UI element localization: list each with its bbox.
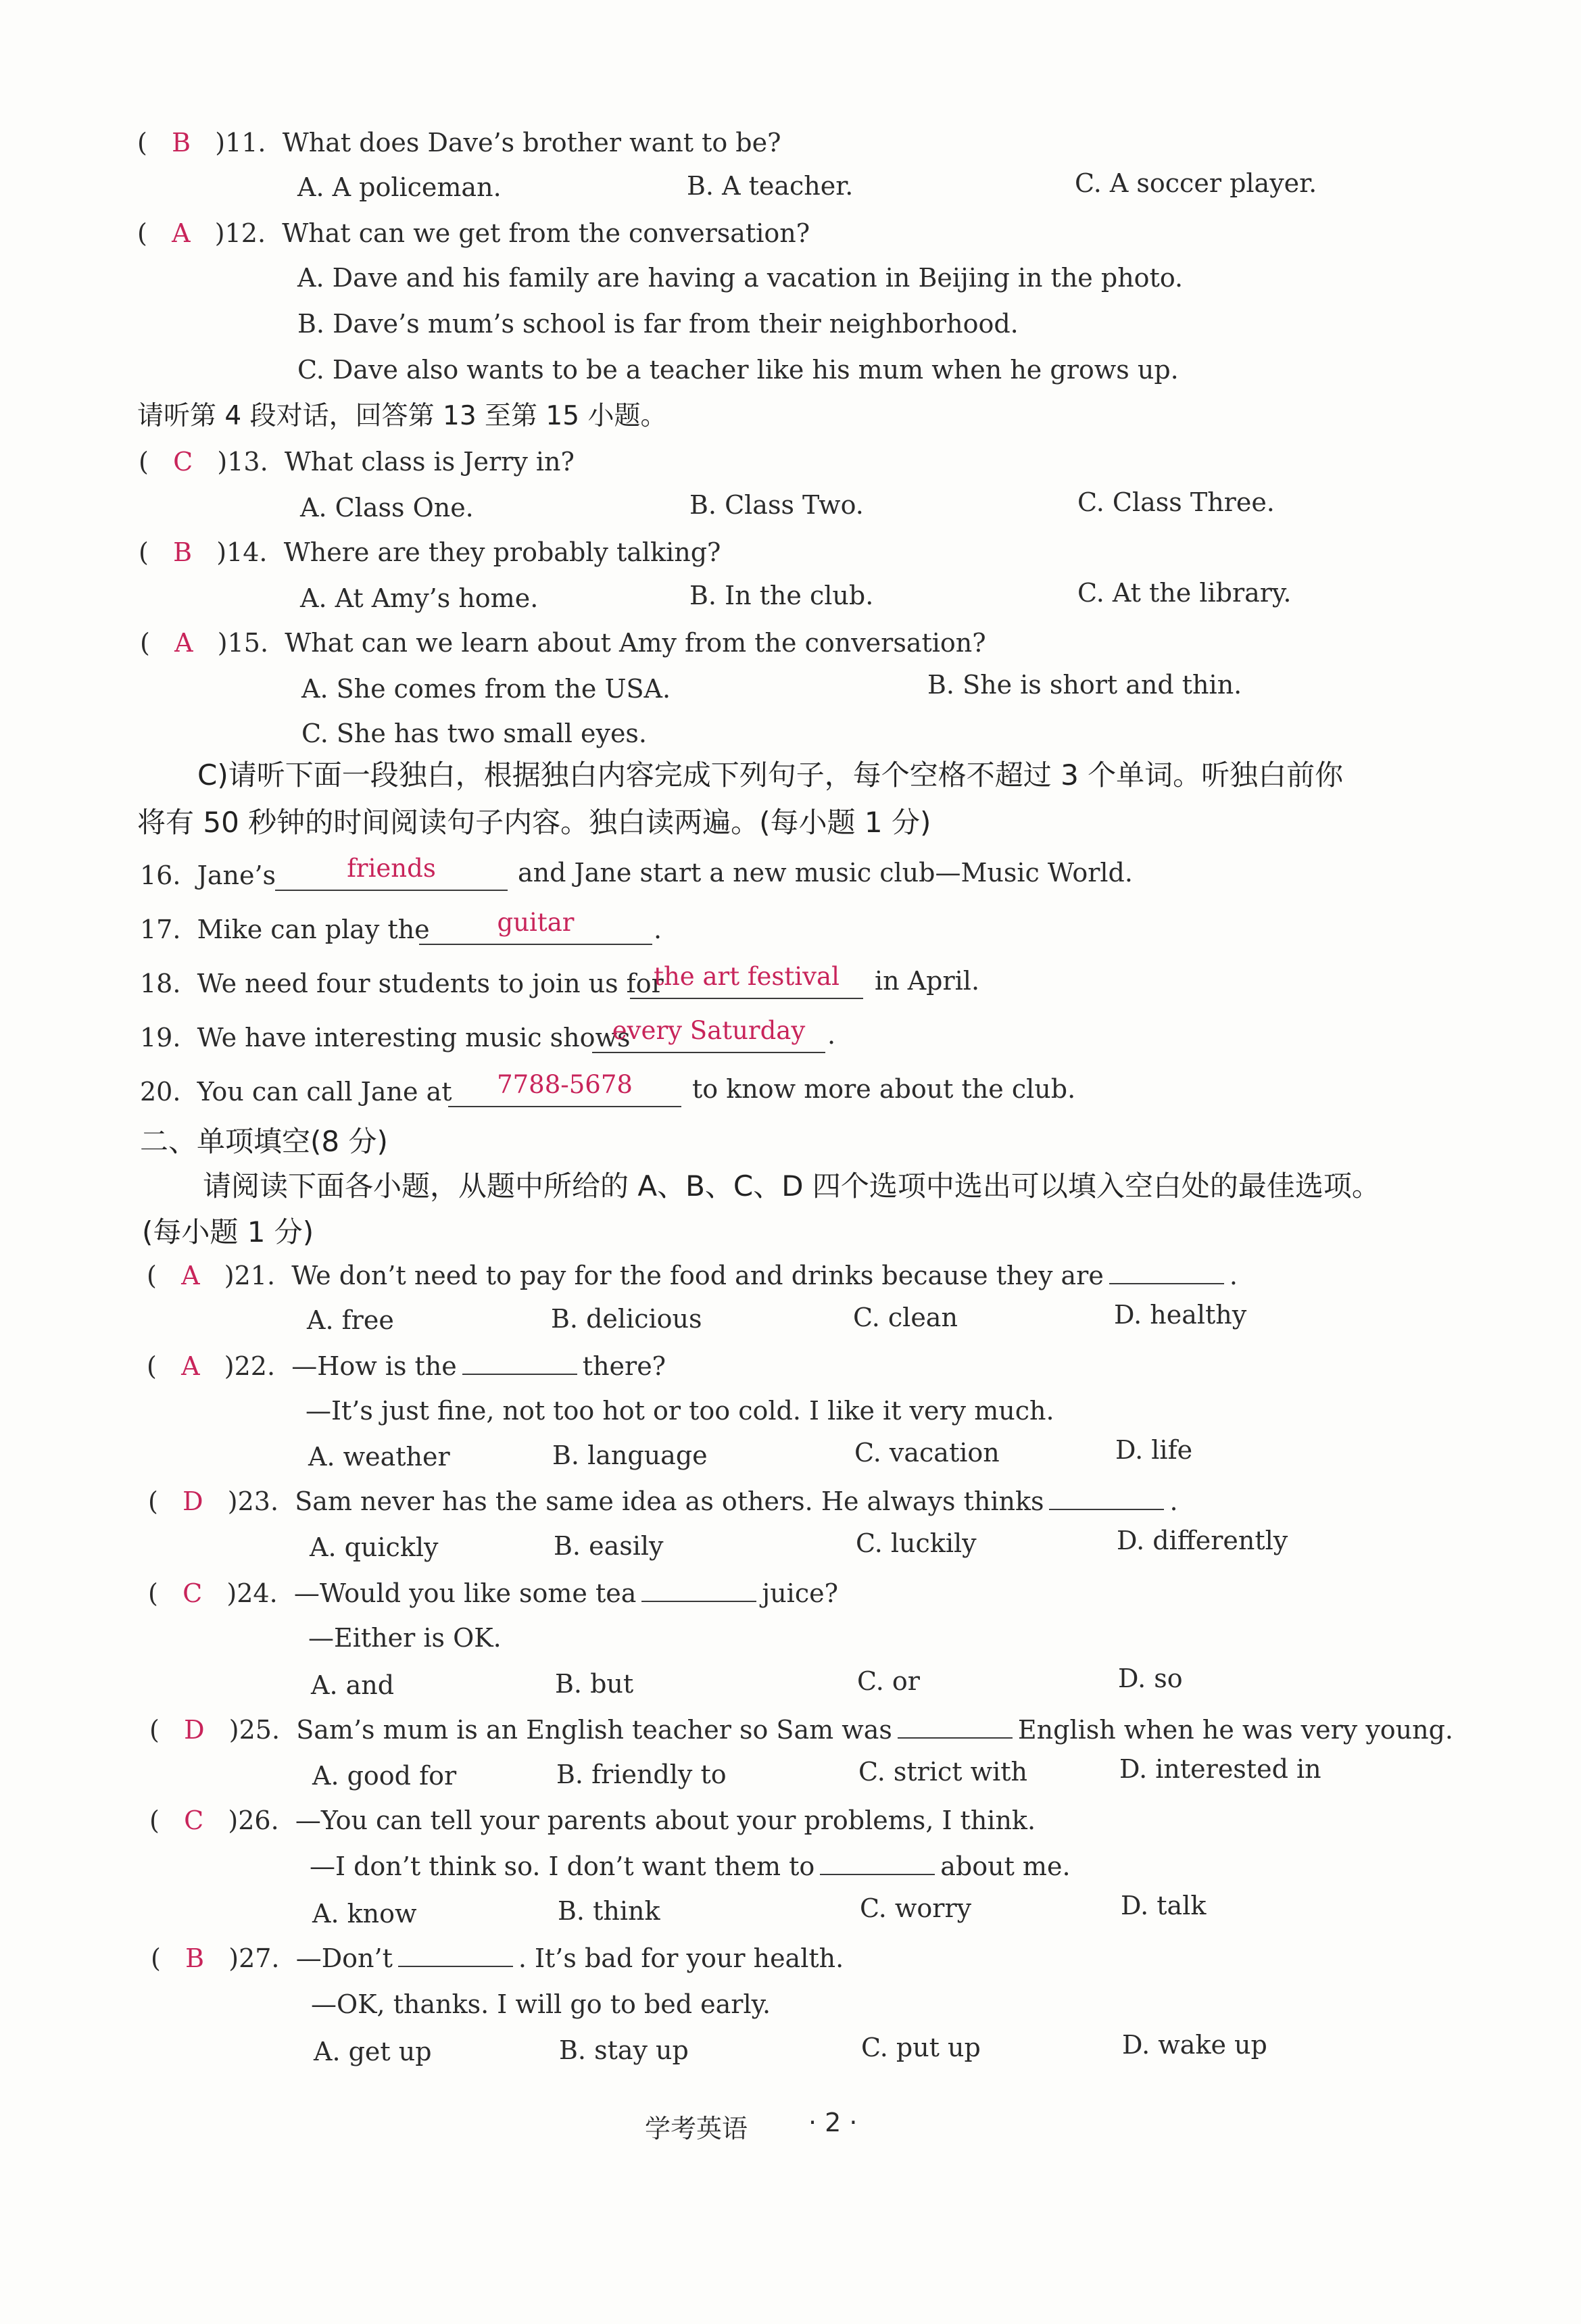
option-b: B. In the club. [689,581,874,610]
question-line-2: —Either is OK. [308,1623,502,1653]
question-line-2: —OK, thanks. I will go to bed early. [311,1989,771,2019]
question-line-2: —I don’t think so. I don’t want them to about me. [310,1851,1071,1881]
option-a: A. free [307,1305,394,1335]
option-b: B. Class Two. [689,490,864,520]
option-d: D. wake up [1122,2030,1267,2060]
option-b: B. friendly to [556,1760,727,1789]
fill-item-17: 17. Mike can play the [140,915,430,944]
question-21: ( A )21. We don’t need to pay for the food and drinks because they are . [147,1261,1238,1290]
option-c: C. put up [861,2033,981,2062]
question-27: ( B )27. —Don’t . It’s bad for your health. [151,1943,844,1973]
answer-fill: guitar [497,908,575,937]
option-b: B. language [552,1441,708,1470]
option-c: C. Dave also wants to be a teacher like his mum when he grows up. [297,355,1179,385]
fill-item-text: . [827,1020,836,1050]
section-instruction: 请听第 4 段对话，回答第 13 至第 15 小题。 [137,401,667,431]
option-a: A. At Amy’s home. [300,583,539,613]
footer-book-title: 学考英语 [645,2114,748,2144]
question-stem: What does Dave’s brother want to be? [282,128,781,158]
answer-blank [398,1945,513,1967]
answer-mark: A [172,218,191,248]
answer-blank [462,1353,577,1375]
answer-mark: D [183,1486,203,1516]
answer-blank [641,1580,756,1602]
option-c: C. luckily [856,1528,977,1558]
fill-item-20: 20. You can call Jane at [140,1077,452,1107]
option-c: C. clean [853,1303,958,1332]
option-c: C. She has two small eyes. [301,719,648,748]
option-a: A. get up [314,2037,432,2066]
question-22: ( A )22. —How is the there? [147,1351,666,1381]
option-d: D. so [1118,1664,1183,1693]
answer-fill: every Saturday [612,1016,806,1045]
question-24: ( C )24. —Would you like some tea juice? [148,1578,838,1608]
option-c: C. Class Three. [1077,487,1275,517]
fill-item-text: to know more about the club. [692,1074,1076,1104]
question-15: ( A )15. What can we learn about Amy from the conversation? [140,628,986,658]
answer-blank [448,1106,681,1107]
question-14: ( B )14. Where are they probably talking? [139,537,721,567]
question-23: ( D )23. Sam never has the same idea as others. He always thinks . [148,1486,1178,1516]
answer-mark: A [174,628,193,658]
question-11: ( B )11. What does Dave’s brother want to be? [137,128,781,158]
answer-blank [898,1717,1013,1739]
option-c: C. vacation [854,1438,1000,1468]
option-a: A. quickly [310,1532,439,1562]
answer-fill: 7788-5678 [497,1070,633,1099]
option-a: A. good for [312,1761,457,1791]
answer-blank [630,998,863,999]
page-number: · 2 · [808,2108,858,2137]
question-26: ( C )26. —You can tell your parents about your problems, I think. [149,1806,1036,1835]
option-a: A. know [312,1899,417,1929]
question-12: ( A )12. What can we get from the conversation? [137,218,810,248]
fill-item-19: 19. We have interesting music shows [140,1023,631,1052]
fill-item-text: and Jane start a new music club—Music World. [518,858,1133,888]
fill-item-18: 18. We need four students to join us for [140,969,664,998]
answer-mark: D [184,1715,205,1745]
option-b: B. easily [554,1531,664,1561]
option-a: A. A policeman. [297,172,502,202]
question-stem: What class is Jerry in? [284,447,575,477]
answer-blank [1049,1488,1164,1510]
option-b: B. Dave’s mum’s school is far from their neighborhood. [297,309,1019,339]
option-c: C. strict with [858,1757,1028,1787]
answer-mark: B [173,537,192,567]
option-b: B. delicious [551,1304,702,1334]
option-d: D. talk [1121,1891,1207,1920]
option-c: C. worry [860,1893,972,1923]
question-stem: What can we learn about Amy from the conversation? [285,628,986,658]
answer-fill: friends [347,854,436,883]
answer-mark: B [172,128,191,158]
option-d: D. differently [1117,1526,1288,1555]
option-c: C. At the library. [1077,578,1292,608]
answer-fill: the art festival [654,962,840,991]
option-b: B. think [558,1896,660,1926]
option-a: A. Dave and his family are having a vacation in Beijing in the photo. [297,263,1184,293]
fill-item-16: 16. Jane’s [140,861,276,890]
question-25: ( D )25. Sam’s mum is an English teacher so Sam was English when he was very young. [149,1715,1454,1745]
option-b: B. stay up [559,2035,689,2065]
question-13: ( C )13. What class is Jerry in? [139,447,575,477]
answer-mark: A [181,1351,200,1381]
option-b: B. but [555,1669,634,1699]
answer-mark: B [185,1943,204,1973]
option-b: B. She is short and thin. [927,670,1242,700]
section-instruction-2: (每小题 1 分) [142,1215,314,1249]
section-c-instruction-2: 将有 50 秒钟的时间阅读句子内容。独白读两遍。(每小题 1 分) [137,806,931,839]
answer-mark: A [181,1261,200,1290]
option-a: A. and [311,1670,395,1700]
answer-blank [592,1052,825,1053]
answer-mark: C [173,447,193,477]
section-instruction: 请阅读下面各小题，从题中所给的 A、B、C、D 四个选项中选出可以填入空白处的最佳选项。 [203,1169,1380,1203]
answer-blank [275,890,508,891]
answer-blank [419,944,652,945]
option-d: D. interested in [1119,1754,1321,1784]
fill-item-text: . [654,915,662,944]
option-b: B. A teacher. [687,171,854,201]
question-line-2: —It’s just fine, not too hot or too cold. I like it very much. [306,1396,1054,1426]
option-a: A. weather [308,1442,450,1472]
option-c: C. A soccer player. [1075,168,1317,198]
question-stem: What can we get from the conversation? [282,218,810,248]
option-d: D. life [1115,1435,1193,1465]
section-title: 二、单项填空(8 分) [140,1125,388,1158]
question-stem: Where are they probably talking? [283,537,721,567]
fill-item-text: in April. [875,966,980,996]
answer-blank [820,1854,935,1875]
option-a: A. Class One. [300,493,474,523]
answer-mark: C [183,1578,203,1608]
answer-blank [1109,1263,1224,1284]
section-c-instruction: C)请听下面一段独白，根据独白内容完成下列句子，每个空格不超过 3 个单词。听独白前你 [197,758,1344,792]
answer-mark: C [184,1806,204,1835]
option-d: D. healthy [1114,1300,1247,1330]
option-c: C. or [857,1666,920,1696]
option-a: A. She comes from the USA. [301,674,671,704]
